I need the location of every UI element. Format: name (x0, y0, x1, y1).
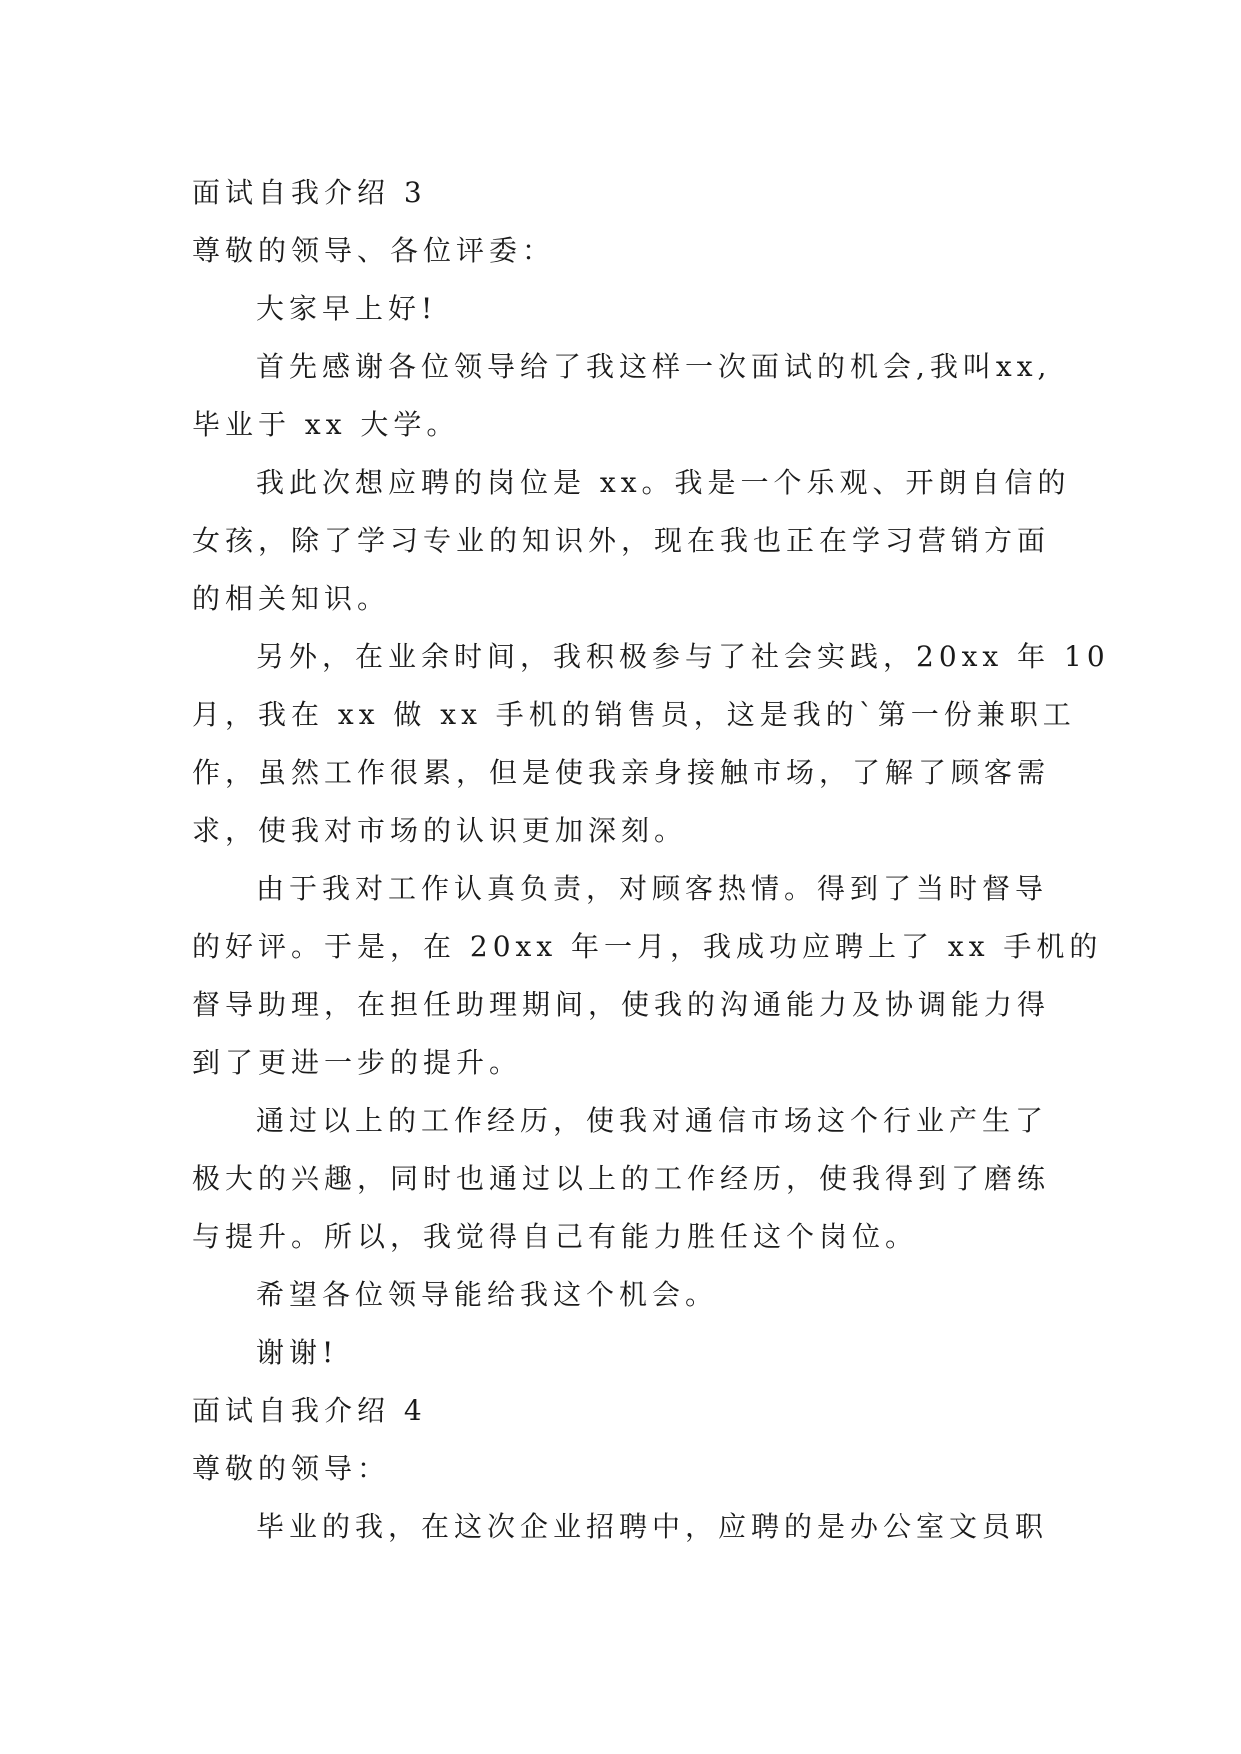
paragraph-line: 督导助理，在担任助理期间，使我的沟通能力及协调能力得 (192, 988, 1051, 1021)
salutation: 尊敬的领导： (192, 1452, 391, 1485)
paragraph-line: 首先感谢各位领导给了我这样一次面试的机会,我叫xx, (256, 350, 1052, 383)
paragraph-line: 毕业于 xx 大学。 (192, 408, 460, 441)
paragraph-line: 通过以上的工作经历，使我对通信市场这个行业产生了 (256, 1104, 1049, 1137)
section-title: 面试自我介绍 3 (192, 176, 427, 209)
paragraph-line: 作，虽然工作很累，但是使我亲身接触市场，了解了顾客需 (192, 756, 1051, 789)
paragraph-line: 希望各位领导能给我这个机会。 (256, 1278, 719, 1311)
closing-thanks: 谢谢! (256, 1336, 339, 1369)
paragraph-line: 的相关知识。 (192, 582, 391, 615)
salutation: 尊敬的领导、各位评委： (192, 234, 556, 267)
greeting: 大家早上好! (256, 292, 438, 325)
paragraph-line: 极大的兴趣，同时也通过以上的工作经历，使我得到了磨练 (192, 1162, 1051, 1195)
paragraph-line: 女孩，除了学习专业的知识外，现在我也正在学习营销方面 (192, 524, 1051, 557)
paragraph-line: 的好评。于是，在 20xx 年一月，我成功应聘上了 xx 手机的 (192, 930, 1103, 963)
paragraph-line: 另外，在业余时间，我积极参与了社会实践，20xx 年 10 (256, 640, 1110, 673)
paragraph-line: 求，使我对市场的认识更加深刻。 (192, 814, 688, 847)
paragraph-line: 与提升。所以，我觉得自己有能力胜任这个岗位。 (192, 1220, 919, 1253)
paragraph-line: 我此次想应聘的岗位是 xx。我是一个乐观、开朗自信的 (256, 466, 1071, 499)
paragraph-line: 到了更进一步的提升。 (192, 1046, 523, 1079)
paragraph-line: 由于我对工作认真负责，对顾客热情。得到了当时督导 (256, 872, 1049, 905)
section-title: 面试自我介绍 4 (192, 1394, 427, 1427)
paragraph-line: 月，我在 xx 做 xx 手机的销售员，这是我的`第一份兼职工 (192, 698, 1076, 731)
document-page (192, 164, 1110, 1556)
paragraph-line: 毕业的我，在这次企业招聘中，应聘的是办公室文员职 (256, 1510, 1049, 1543)
